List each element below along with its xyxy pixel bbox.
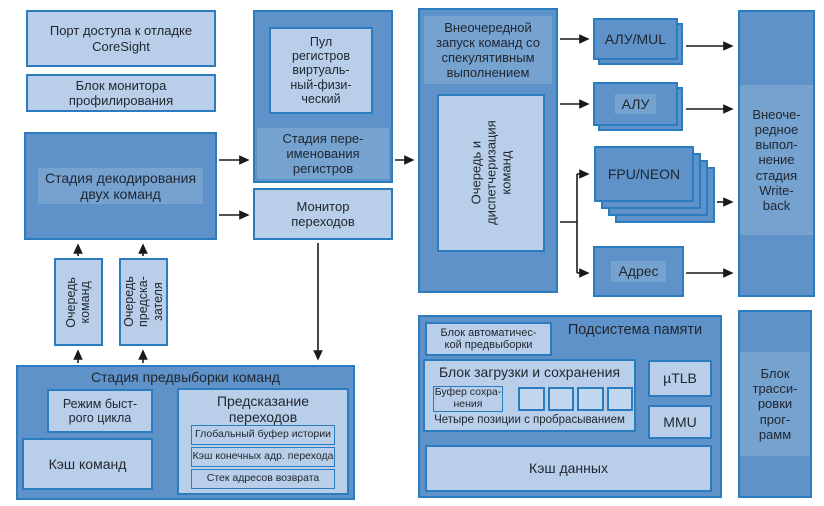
branch-target-cache-label: Кэш конечных адр. перехода [192, 450, 334, 463]
box-coresight-debug-port [26, 10, 216, 67]
alu-label: АЛУ [615, 94, 657, 114]
box-predictor-queue [119, 258, 168, 346]
profiling-label: Блок монитора профилирования [68, 77, 174, 108]
queue-dispatch-label: Очередь и диспетчеризация команд [468, 120, 514, 226]
box-profiling-monitor [26, 74, 216, 112]
box-queue-dispatch [437, 94, 545, 252]
auto-prefetch-label: Блок автоматичес- кой предвыборки [440, 326, 537, 351]
address-unit-label: Адрес [611, 261, 665, 281]
rename-stage-label: Стадия пере- именования регистров [282, 130, 364, 177]
prefetch-stage-title: Стадия предвыборки команд [91, 369, 280, 385]
predictor-queue-label: Очередь предска- зателя [121, 276, 165, 328]
box-alu [593, 82, 678, 126]
box-branch-target-cache [191, 447, 335, 467]
instruction-cache-label: Кэш команд [48, 455, 127, 472]
memory-subsystem-title: Подсистема памяти [567, 322, 703, 338]
branch-prediction-title: Предсказание переходов [216, 393, 310, 426]
box-auto-prefetch [425, 322, 552, 356]
box-fast-loop-mode [47, 389, 153, 433]
box-register-pool [269, 27, 373, 114]
slot-cell [577, 387, 604, 411]
program-trace-label: Блок трасси- ровки прог- рамм [752, 366, 798, 442]
box-instruction-cache [22, 438, 153, 490]
global-history-buffer-label: Глобальный буфер истории [195, 428, 331, 441]
data-cache-label: Кэш данных [529, 460, 608, 477]
mmu-label: MMU [663, 413, 697, 430]
box-store-buffer [433, 386, 503, 412]
utlb-label: µTLB [663, 370, 697, 387]
box-data-cache [425, 445, 712, 492]
load-store-unit-title: Блок загрузки и сохранения [438, 364, 621, 380]
rename-stage-label-band [257, 128, 389, 179]
register-pool-label: Пул регистров виртуаль- ный-физи- ческий [290, 34, 352, 107]
alu-mul-label: АЛУ/MUL [604, 30, 667, 47]
store-buffer-label: Буфер сохра- нения [434, 386, 502, 410]
ooo-issue-title-band [424, 16, 552, 84]
box-decode-stage [24, 132, 217, 240]
forwarding-slots [518, 387, 633, 411]
fast-loop-mode-label: Режим быст- рого цикла [62, 396, 138, 425]
return-address-stack-label: Стек адресов возврата [206, 472, 320, 485]
box-fpu-neon [594, 146, 694, 202]
box-return-address-stack [191, 469, 335, 489]
box-alu-mul [593, 18, 678, 60]
box-utlb [648, 360, 712, 397]
writeback-label-band [740, 85, 813, 235]
branch-monitor-label: Монитор переходов [291, 198, 355, 229]
box-address-unit [593, 246, 684, 297]
box-branch-monitor [253, 188, 393, 240]
program-trace-label-band [740, 352, 810, 456]
coresight-label: Порт доступа к отладке CoreSight [49, 23, 193, 54]
writeback-label: Внеоче- редное выпол- нение стадия Write- back [752, 107, 801, 213]
slot-cell [518, 387, 545, 411]
instruction-queue-label: Очередь команд [64, 276, 93, 328]
slot-cell [548, 387, 575, 411]
fpu-neon-label: FPU/NEON [607, 165, 681, 182]
box-instruction-queue [54, 258, 103, 346]
decode-label: Стадия декодирования двух команд [38, 168, 203, 204]
box-mmu [648, 405, 712, 439]
ooo-issue-title: Внеочередной запуск команд со спекулятивным выполнением [436, 19, 540, 81]
forwarding-slots-caption: Четыре позиции с пробрасыванием [434, 414, 625, 426]
slot-cell [607, 387, 634, 411]
box-global-history-buffer [191, 425, 335, 445]
